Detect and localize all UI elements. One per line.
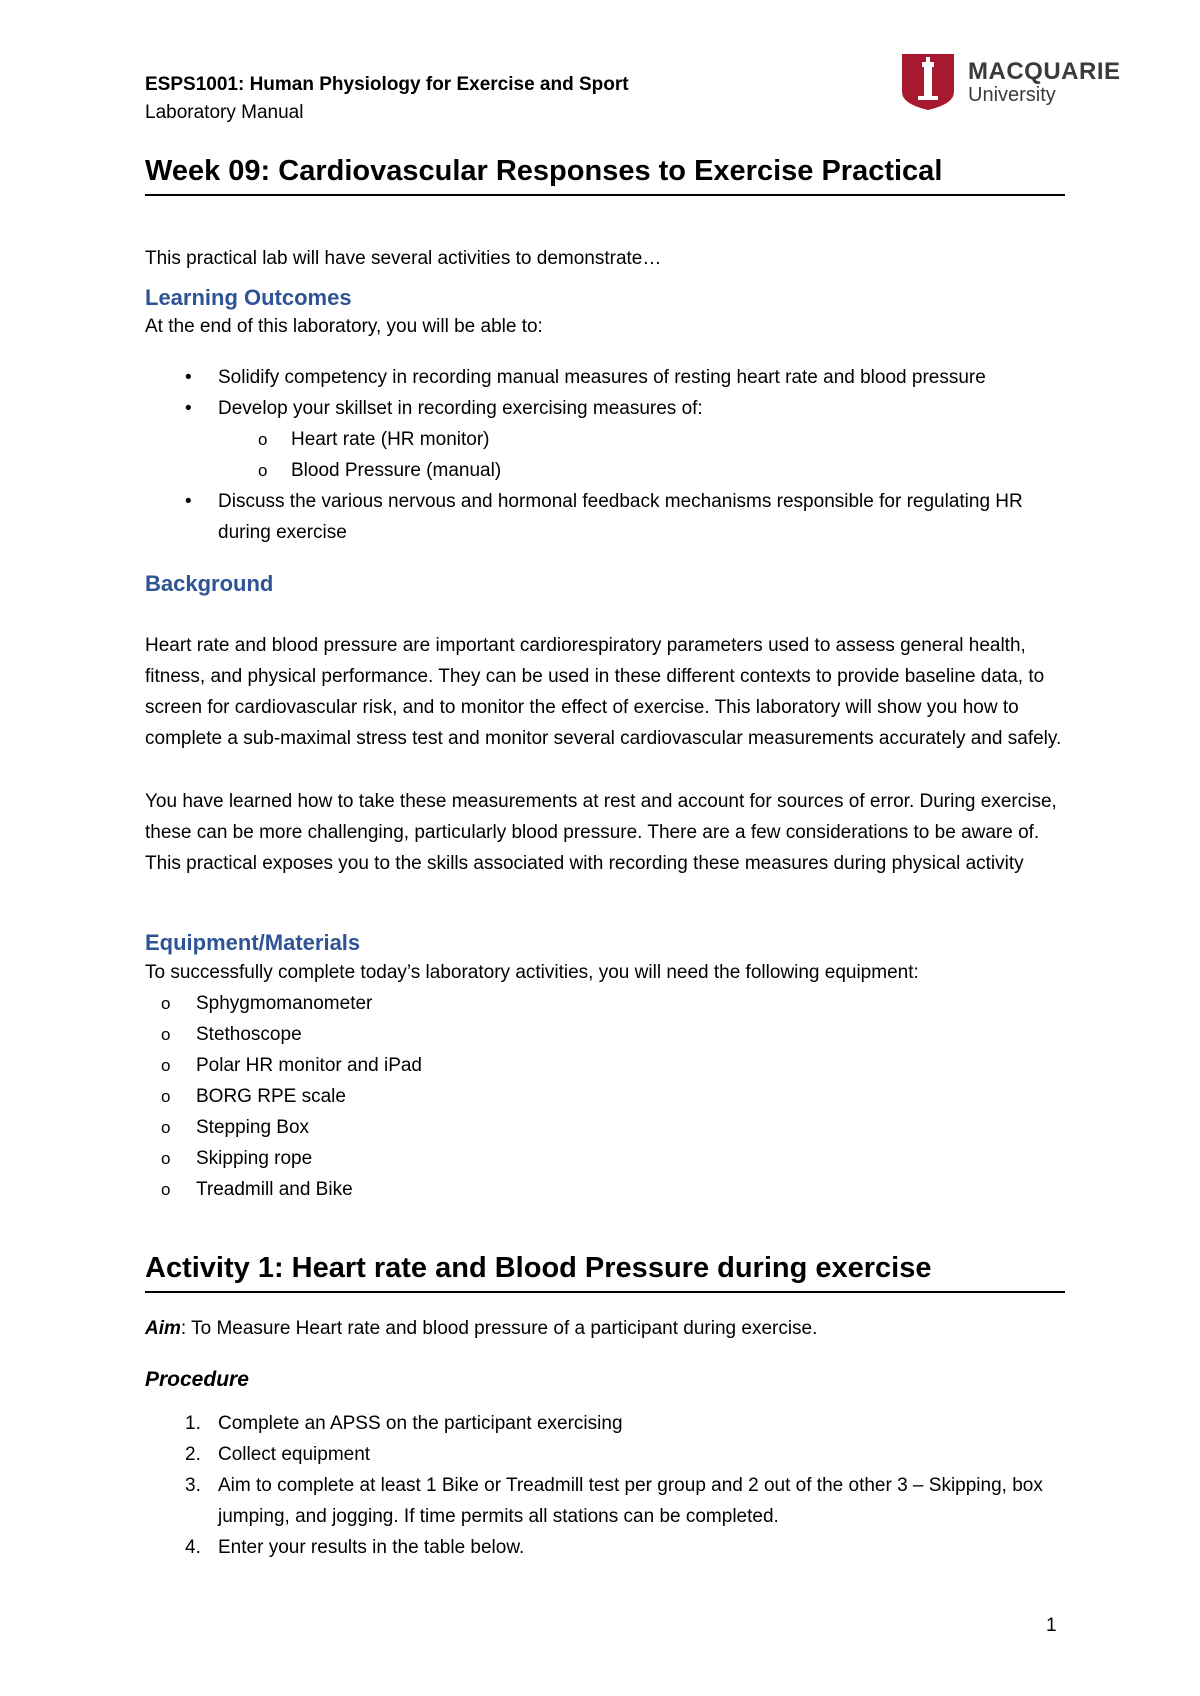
list-item: o Stethoscope (145, 1019, 422, 1050)
list-item: • Solidify competency in recording manual measures of resting heart rate and blood pressure (145, 362, 1075, 393)
list-item: 4. Enter your results in the table below. (145, 1532, 1075, 1563)
page-number: 1 (1046, 1615, 1057, 1636)
list-item: • Discuss the various nervous and hormonal feedback mechanisms responsible for regulating HR during exercise (145, 486, 1075, 548)
circle-bullet-icon: o (258, 461, 268, 480)
circle-bullet-icon: o (161, 1180, 171, 1199)
lighthouse-shield-icon (900, 52, 960, 112)
circle-bullet-icon: o (161, 1087, 171, 1106)
list-item: o Skipping rope (145, 1143, 422, 1174)
equipment-lead: To successfully complete today’s laboratory activities, you will need the following equipment: (145, 962, 919, 983)
bullet-icon: • (185, 367, 192, 388)
circle-bullet-icon: o (161, 1118, 171, 1137)
circle-bullet-icon: o (258, 430, 268, 449)
background-heading: Background (145, 571, 274, 596)
list-item: o BORG RPE scale (145, 1081, 422, 1112)
circle-bullet-icon: o (161, 994, 171, 1013)
list-item: • Develop your skillset in recording exercising measures of: o Heart rate (HR monitor) o Blood Pressure (manual) (145, 393, 1075, 486)
list-item: 1. Complete an APSS on the participant exercising (145, 1408, 1075, 1439)
circle-bullet-icon: o (161, 1056, 171, 1075)
background-paragraph-2: You have learned how to take these measurements at rest and account for sources of error. During exercise, these can be more challenging, particularly blood pressure. There are a few considerations to be aware of. This practical exposes you to the skills associated with recording these measures during physical activity (145, 791, 1057, 874)
step-number: 1. (185, 1413, 201, 1434)
procedure-list (145, 1408, 1075, 1563)
equipment-list (145, 988, 422, 1205)
list-item: 2. Collect equipment (145, 1439, 1075, 1470)
learning-outcomes-heading: Learning Outcomes (145, 285, 352, 310)
step-number: 4. (185, 1537, 201, 1558)
list-item: 3. Aim to complete at least 1 Bike or Treadmill test per group and 2 out of the other 3 – Skipping, box jumping, and jogging. If time permits all stations can be completed. (145, 1470, 1075, 1532)
course-title: ESPS1001: Human Physiology for Exercise and Sport (145, 74, 629, 95)
sub-list-item: o Blood Pressure (manual) (145, 455, 1075, 486)
bullet-icon: • (185, 491, 192, 512)
procedure-heading: Procedure (145, 1368, 249, 1391)
step-number: 2. (185, 1444, 201, 1465)
background-paragraph-1: Heart rate and blood pressure are important cardiorespiratory parameters used to assess general health, fitness, and physical performance. They can be used in these different contexts to provide baseline data, to screen for cardiovascular risk, and to monitor the effect of exercise. This laboratory will show you how to complete a sub-maximal stress test and monitor several cardiovascular measurements accurately and safely. (145, 635, 1062, 749)
sub-list (145, 424, 1075, 486)
step-number: 3. (185, 1475, 201, 1496)
activity-1-title: Activity 1: Heart rate and Blood Pressure during exercise (145, 1252, 1065, 1293)
activity-aim (145, 1313, 1075, 1344)
learning-outcomes-lead: At the end of this laboratory, you will be able to: (145, 316, 543, 337)
aim-text: : To Measure Heart rate and blood pressure of a participant during exercise. (180, 1318, 818, 1339)
list-item: o Stepping Box (145, 1112, 422, 1143)
logo-wordmark: MACQUARIE (968, 58, 1121, 85)
circle-bullet-icon: o (161, 1025, 171, 1044)
list-item: o Polar HR monitor and iPad (145, 1050, 422, 1081)
logo-subword: University (968, 84, 1056, 106)
equipment-heading: Equipment/Materials (145, 930, 361, 955)
page-title: Week 09: Cardiovascular Responses to Exercise Practical (145, 155, 1065, 196)
manual-subtitle: Laboratory Manual (145, 102, 304, 123)
learning-outcomes-list (145, 362, 1075, 548)
bullet-icon: • (185, 398, 192, 419)
list-item: o Sphygmomanometer (145, 988, 422, 1019)
aim-label: Aim (145, 1318, 181, 1339)
list-item: o Treadmill and Bike (145, 1174, 422, 1205)
circle-bullet-icon: o (161, 1149, 171, 1168)
university-logo (900, 52, 1121, 112)
sub-list-item: o Heart rate (HR monitor) (145, 424, 1075, 455)
intro-text: This practical lab will have several activities to demonstrate… (145, 248, 662, 269)
